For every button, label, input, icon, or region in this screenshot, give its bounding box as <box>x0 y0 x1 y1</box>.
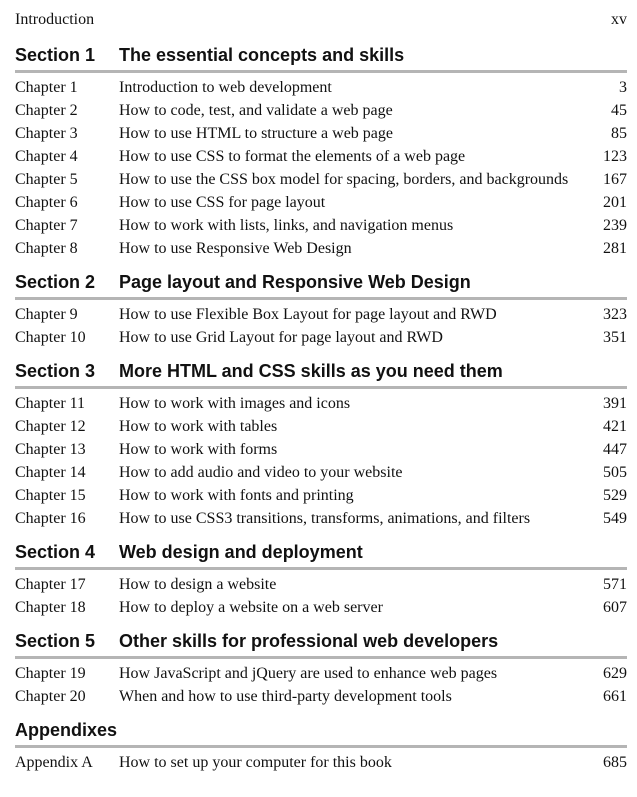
chapter-title: How to use the CSS box model for spacing, borders, and backgrounds <box>119 171 569 188</box>
chapter-label: Chapter 20 <box>15 688 86 705</box>
chapter-page-number: 281 <box>603 240 627 257</box>
chapter-title: How to work with forms <box>119 441 278 458</box>
chapter-row <box>15 237 627 260</box>
chapter-page-number: 629 <box>603 665 627 682</box>
chapter-title: How to use Grid Layout for page layout and RWD <box>119 329 443 346</box>
section-title: Other skills for professional web developers <box>119 631 499 651</box>
section-label: Section 5 <box>15 631 96 651</box>
chapter-label: Chapter 8 <box>15 240 78 257</box>
toc-section <box>15 271 627 349</box>
chapter-page-number: 421 <box>603 418 627 435</box>
chapter-title: How to use CSS for page layout <box>119 194 326 211</box>
chapter-row <box>15 122 627 145</box>
section-label: Section 1 <box>15 45 96 65</box>
toc-section <box>15 719 627 774</box>
chapter-row <box>15 596 627 619</box>
toc-section <box>15 630 627 708</box>
chapter-title: How to deploy a website on a web server <box>119 599 383 616</box>
chapter-title: How to use CSS3 transitions, transforms, animations, and filters <box>119 510 531 527</box>
section-title: More HTML and CSS skills as you need them <box>119 361 503 381</box>
chapter-label: Chapter 1 <box>15 79 78 96</box>
chapter-page-number: 45 <box>611 102 627 119</box>
chapter-page-number: 549 <box>603 510 627 527</box>
section-title: The essential concepts and skills <box>119 45 405 65</box>
section-heading <box>15 630 627 659</box>
toc-section <box>15 360 627 530</box>
chapter-page-number: 85 <box>611 125 627 142</box>
toc-section <box>15 541 627 619</box>
section-title: Page layout and Responsive Web Design <box>119 272 471 292</box>
section-label: Appendixes <box>15 720 118 740</box>
chapter-page-number: 351 <box>603 329 627 346</box>
appendix-row <box>15 751 627 774</box>
section-label: Section 4 <box>15 542 96 562</box>
chapter-row <box>15 191 627 214</box>
chapter-row <box>15 461 627 484</box>
chapter-page-number: 239 <box>603 217 627 234</box>
appendix-title: How to set up your computer for this book <box>119 754 392 771</box>
section-heading <box>15 360 627 389</box>
chapter-label: Chapter 7 <box>15 217 78 234</box>
chapter-title: How to add audio and video to your website <box>119 464 403 481</box>
section-heading <box>15 541 627 570</box>
chapter-page-number: 3 <box>619 79 627 96</box>
chapter-row <box>15 326 627 349</box>
appendix-label: Appendix A <box>15 754 93 771</box>
chapter-label: Chapter 17 <box>15 576 86 593</box>
chapter-label: Chapter 13 <box>15 441 86 458</box>
chapter-label: Chapter 9 <box>15 306 78 323</box>
chapter-row <box>15 484 627 507</box>
chapter-title: How to use Flexible Box Layout for page layout and RWD <box>119 306 497 323</box>
chapter-page-number: 661 <box>603 688 627 705</box>
chapter-label: Chapter 14 <box>15 464 86 481</box>
chapter-page-number: 529 <box>603 487 627 504</box>
toc-section <box>15 44 627 260</box>
chapter-label: Chapter 11 <box>15 395 86 412</box>
chapter-label: Chapter 5 <box>15 171 78 188</box>
chapter-label: Chapter 15 <box>15 487 86 504</box>
chapter-label: Chapter 19 <box>15 665 86 682</box>
chapter-row <box>15 415 627 438</box>
chapter-title: How to work with images and icons <box>119 395 351 412</box>
intro-label: Introduction <box>15 11 95 28</box>
chapter-row <box>15 438 627 461</box>
chapter-row <box>15 392 627 415</box>
chapter-page-number: 167 <box>603 171 627 188</box>
section-label: Section 2 <box>15 272 96 292</box>
chapter-label: Chapter 10 <box>15 329 86 346</box>
table-of-contents <box>15 8 627 785</box>
chapter-row <box>15 303 627 326</box>
chapter-title: How to use Responsive Web Design <box>119 240 352 257</box>
chapter-title: When and how to use third-party development tools <box>119 688 452 705</box>
chapter-row <box>15 662 627 685</box>
chapter-label: Chapter 2 <box>15 102 78 119</box>
chapter-title: Introduction to web development <box>119 79 332 96</box>
section-title: Web design and deployment <box>119 542 363 562</box>
section-heading <box>15 44 627 73</box>
chapter-page-number: 323 <box>603 306 627 323</box>
intro-page-number: xv <box>611 11 627 28</box>
chapter-title: How to use CSS to format the elements of a web page <box>119 148 466 165</box>
chapter-label: Chapter 18 <box>15 599 86 616</box>
chapter-title: How JavaScript and jQuery are used to enhance web pages <box>119 665 498 682</box>
chapter-row <box>15 214 627 237</box>
chapter-page-number: 123 <box>603 148 627 165</box>
chapter-title: How to work with tables <box>119 418 278 435</box>
chapter-label: Chapter 16 <box>15 510 86 527</box>
chapter-row <box>15 507 627 530</box>
chapter-row <box>15 573 627 596</box>
chapter-page-number: 201 <box>603 194 627 211</box>
chapter-page-number: 391 <box>603 395 627 412</box>
chapter-page-number: 571 <box>603 576 627 593</box>
chapter-title: How to work with lists, links, and navigation menus <box>119 217 454 234</box>
chapter-title: How to code, test, and validate a web page <box>119 102 393 119</box>
toc-intro-row <box>15 8 627 31</box>
chapter-row <box>15 99 627 122</box>
chapter-page-number: 505 <box>603 464 627 481</box>
section-heading <box>15 271 627 300</box>
chapter-label: Chapter 6 <box>15 194 78 211</box>
chapter-row <box>15 145 627 168</box>
chapter-label: Chapter 12 <box>15 418 86 435</box>
chapter-label: Chapter 3 <box>15 125 78 142</box>
section-heading <box>15 719 627 748</box>
chapter-title: How to use HTML to structure a web page <box>119 125 393 142</box>
chapter-label: Chapter 4 <box>15 148 78 165</box>
chapter-row <box>15 168 627 191</box>
chapter-row <box>15 685 627 708</box>
section-label: Section 3 <box>15 361 96 381</box>
appendix-page-number: 685 <box>603 754 627 771</box>
chapter-title: How to work with fonts and printing <box>119 487 354 504</box>
chapter-page-number: 447 <box>603 441 627 458</box>
chapter-row <box>15 76 627 99</box>
chapter-page-number: 607 <box>603 599 627 616</box>
chapter-title: How to design a website <box>119 576 277 593</box>
